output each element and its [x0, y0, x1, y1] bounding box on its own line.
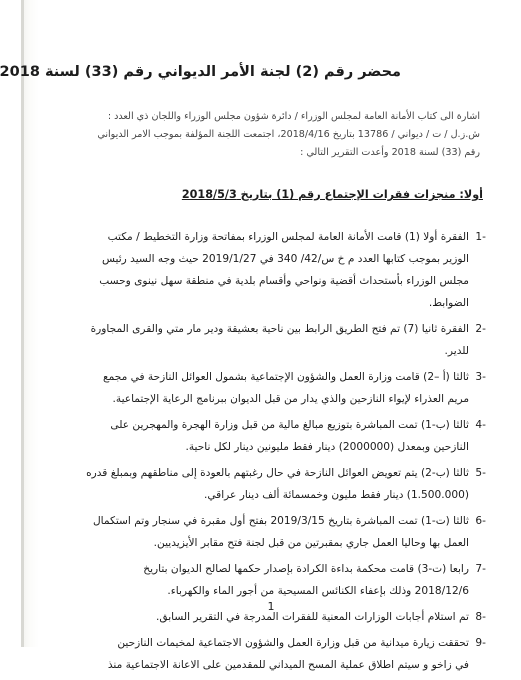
list-item	[51, 318, 486, 362]
item-number: -1	[475, 231, 486, 243]
document-title: محضر رقم (2) لجنة الأمر الديواني رقم (33) لسنة 2018	[0, 64, 401, 80]
item-line: ثالثا (ب-1) تمت المباشرة بتوزيع مبالغ مالية من قبل وزارة الهجرة والمهجرين على	[110, 419, 469, 431]
intro-line: رقم (33) لسنة 2018 وأعدت التقرير التالي :	[300, 147, 480, 158]
item-line: الفقرة ثانيا (7) تم فتح الطريق الرابط بين ناحية بعشيقة ودير مار متي والقرى المجاورة	[90, 323, 469, 335]
item-line: الفقرة أولا (1) قامت الأمانة العامة لمجلس الوزراء بمفاتحة وزارة التخطيط / مكتب	[107, 231, 469, 243]
item-line: تم استلام أجابات الوزارات المعنية للفقرات المدرجة في التقرير السابق.	[156, 611, 469, 623]
item-line: للدير.	[444, 345, 469, 357]
item-line: ثالثا (أ –2) قامت وزارة العمل والشؤون الإجتماعية بشمول العوائل النازحة في مجمع	[103, 371, 469, 383]
intro-line: اشارة الى كتاب الأمانة العامة لمجلس الوزراء / دائرة شؤون مجلس الوزراء واللجان ذي العدد :	[107, 111, 480, 122]
item-line: العمل بها وحاليا العمل جاري بمقبرتين من قبل لجنة فتح مقابر الأيزيديين.	[153, 537, 469, 549]
item-line: مجلس الوزراء بأستحداث أقضية ونواحي وأقسام بلدية في منطقة سهل نينوى وحسب	[99, 275, 469, 287]
intro-line: ش.ز.ل / ت / ديواني / 13786 بتاريخ 2018/4/16، اجتمعت اللجنة المؤلفة بموجب الامر الديواني	[97, 129, 480, 140]
list-item	[51, 462, 486, 506]
item-line: 2018/12/6 وذلك بإعفاء الكنائس المسيحية من أجور الماء والكهرباء.	[167, 585, 469, 597]
item-line: الوزير بموجب كتابها العدد م خ س/42/ 340 في 2019/1/27 حيث وجه السيد رئيس	[102, 253, 469, 265]
intro-paragraph	[68, 108, 480, 162]
item-line: النازحين وبمعدل (2000000) دينار فقط مليونين دينار لكل ناحية.	[185, 441, 469, 453]
section-heading: أولا: منجزات فقرات الإجتماع رقم (1) بتاريخ 2018/5/3	[181, 188, 483, 201]
item-line: في زاخو و سيتم اطلاق عملية المسح الميداني للمقدمين على الاعانة الاجتماعية منذ	[107, 659, 469, 671]
item-line: ثالثا (ب-2) يتم تعويض العوائل النازحة في حال رغبتهم بالعودة إلى مناطقهم وبمبلغ قدره	[86, 467, 469, 479]
list-item	[51, 558, 486, 602]
page-number: 1	[267, 600, 275, 613]
item-line: (1.500.000) دينار فقط مليون وخمسمائة ألف دينار عراقي.	[203, 489, 469, 501]
item-number: -3	[475, 371, 486, 383]
item-line: تحققت زيارة ميدانية من قبل وزارة العمل والشؤون الاجتماعية لمخيمات النازحين	[117, 637, 469, 649]
item-number: -2	[475, 323, 486, 335]
item-number: -8	[475, 611, 486, 623]
list-item	[51, 366, 486, 410]
page-edge-shadow	[21, 0, 24, 647]
item-line: ثالثا (ت-1) تمت المباشرة بتاريخ 2019/3/15 بفتح أول مقبرة في سنجار وتم استكمال	[92, 515, 469, 527]
list-item	[51, 226, 486, 314]
list-item	[51, 414, 486, 458]
list-item	[51, 510, 486, 554]
list-item	[51, 632, 486, 676]
item-number: -9	[475, 637, 486, 649]
item-line: الضوابط.	[428, 297, 469, 309]
item-number: -4	[475, 419, 486, 431]
item-number: -6	[475, 515, 486, 527]
item-number: -5	[475, 467, 486, 479]
item-line: مريم العذراء لإيواء النازحين والذي يدار من قبل الديوان ببرنامج الرعاية الإجتماعية.	[112, 393, 469, 405]
item-line: رابعا (ت-3) قامت محكمة بداءة الكرادة بإصدار حكمها لصالح الديوان بتاريخ	[143, 563, 469, 575]
item-number: -7	[475, 563, 486, 575]
